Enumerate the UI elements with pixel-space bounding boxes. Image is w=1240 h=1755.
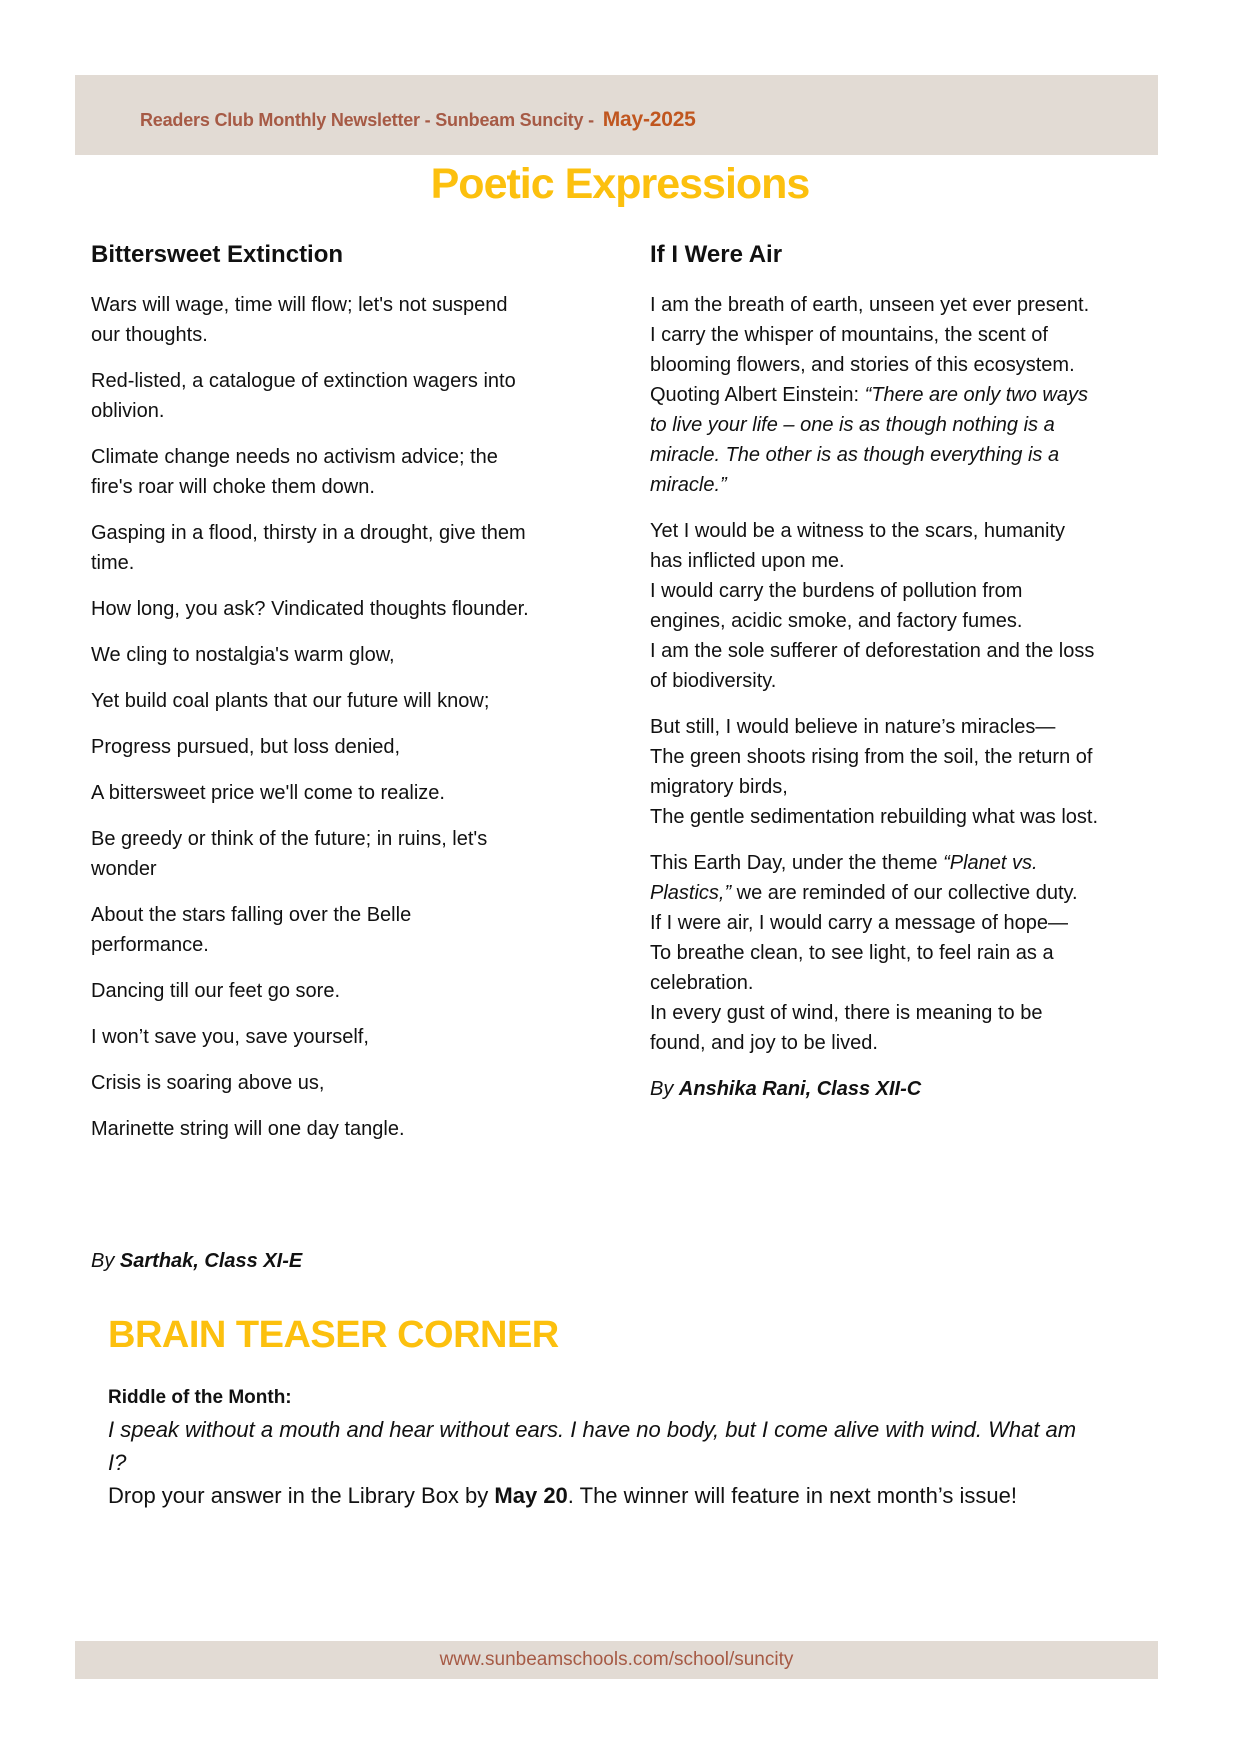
byline-prefix: By — [91, 1250, 120, 1272]
riddle-cta — [108, 1479, 1088, 1512]
riddle-label: Riddle of the Month: — [108, 1387, 292, 1408]
cta-suffix: . The winner will feature in next month’s issue! — [567, 1483, 1017, 1508]
riddle-text: I speak without a mouth and hear without ears. I have no body, but I come alive with wind. What am I? — [108, 1417, 1077, 1475]
stanza — [650, 290, 1100, 500]
page-title: Poetic Expressions — [430, 160, 810, 208]
brain-teaser-title: BRAIN TEASER CORNER — [108, 1314, 559, 1356]
quote-intro: Quoting Albert Einstein: — [650, 384, 865, 406]
poem-line: To breathe clean, to see light, to feel rain as a celebration. — [650, 942, 1054, 994]
poem-line: I am the sole sufferer of deforestation and the loss of biodiversity. — [650, 640, 1095, 692]
stanza — [650, 848, 1100, 1058]
stanza: Red-listed, a catalogue of extinction wagers into oblivion. — [91, 370, 516, 422]
stanza: Wars will wage, time will flow; let's not suspend our thoughts. — [91, 294, 508, 346]
theme-intro: This Earth Day, under the theme — [650, 852, 944, 874]
poem-byline-right — [650, 1074, 1100, 1104]
header-band — [75, 75, 1158, 155]
stanza: About the stars falling over the Belle performance. — [91, 904, 412, 956]
byline-author: Sarthak, Class XI-E — [119, 1250, 303, 1272]
stanza: Crisis is soaring above us, — [91, 1072, 325, 1094]
poem-line — [650, 848, 1100, 908]
poem-line: If I were air, I would carry a message of hope— — [650, 912, 1068, 934]
stanza: A bittersweet price we'll come to realize. — [91, 782, 445, 804]
stanza: Marinette string will one day tangle. — [91, 1118, 405, 1140]
stanza: How long, you ask? Vindicated thoughts flounder. — [91, 598, 529, 620]
poem-title: Bittersweet Extinction — [91, 241, 344, 268]
poem-line — [650, 380, 1100, 500]
footer-url[interactable]: www.sunbeamschools.com/school/suncity — [439, 1649, 794, 1670]
einstein-quote: “There are only two ways to live your life – one is as though nothing is a miracle. The other is as though everything is a miracle.” — [650, 384, 1088, 496]
stanza: Dancing till our feet go sore. — [91, 980, 341, 1002]
poem-byline-left — [91, 1250, 302, 1273]
poem-line: I carry the whisper of mountains, the scent of blooming flowers, and stories of this ecosystem. — [650, 324, 1075, 376]
stanza: Yet build coal plants that our future will know; — [91, 690, 490, 712]
issue-date: May-2025 — [602, 108, 696, 131]
cta-deadline: May 20 — [494, 1483, 568, 1508]
byline-author: Anshika Rani, Class XII-C — [678, 1078, 922, 1100]
poem-line: In every gust of wind, there is meaning to be found, and joy to be lived. — [650, 1002, 1043, 1054]
poem-if-i-were-air — [650, 240, 1100, 1104]
earth-day-theme: “Planet vs. Plastics,” — [650, 852, 1038, 904]
theme-suffix: we are reminded of our collective duty. — [731, 882, 1078, 904]
footer-band — [75, 1641, 1158, 1679]
poem-line: The green shoots rising from the soil, the return of migratory birds, — [650, 746, 1093, 798]
brain-teaser-body — [108, 1383, 1088, 1512]
newsletter-title: Readers Club Monthly Newsletter - Sunbeam Suncity - — [140, 110, 599, 130]
newsletter-header — [140, 108, 696, 132]
poem-line: I am the breath of earth, unseen yet ever present. — [650, 294, 1090, 316]
poem-line: But still, I would believe in nature’s miracles— — [650, 716, 1056, 738]
stanza: Climate change needs no activism advice; the fire's roar will choke them down. — [91, 446, 498, 498]
cta-prefix: Drop your answer in the Library Box by — [108, 1483, 495, 1508]
poem-line: I would carry the burdens of pollution from engines, acidic smoke, and factory fumes. — [650, 580, 1023, 632]
stanza: We cling to nostalgia's warm glow, — [91, 644, 395, 666]
stanza — [650, 516, 1100, 696]
stanza: Be greedy or think of the future; in ruins, let's wonder — [91, 828, 488, 880]
stanza: Progress pursued, but loss denied, — [91, 736, 401, 758]
stanza — [650, 712, 1100, 832]
poem-bittersweet-extinction — [91, 240, 531, 1160]
stanza: I won’t save you, save yourself, — [91, 1026, 369, 1048]
byline-prefix: By — [650, 1078, 679, 1100]
poem-line: Yet I would be a witness to the scars, humanity has inflicted upon me. — [650, 520, 1066, 572]
stanza: Gasping in a flood, thirsty in a drought, give them time. — [91, 522, 526, 574]
poem-line: The gentle sedimentation rebuilding what was lost. — [650, 806, 1099, 828]
poem-title: If I Were Air — [650, 241, 783, 268]
